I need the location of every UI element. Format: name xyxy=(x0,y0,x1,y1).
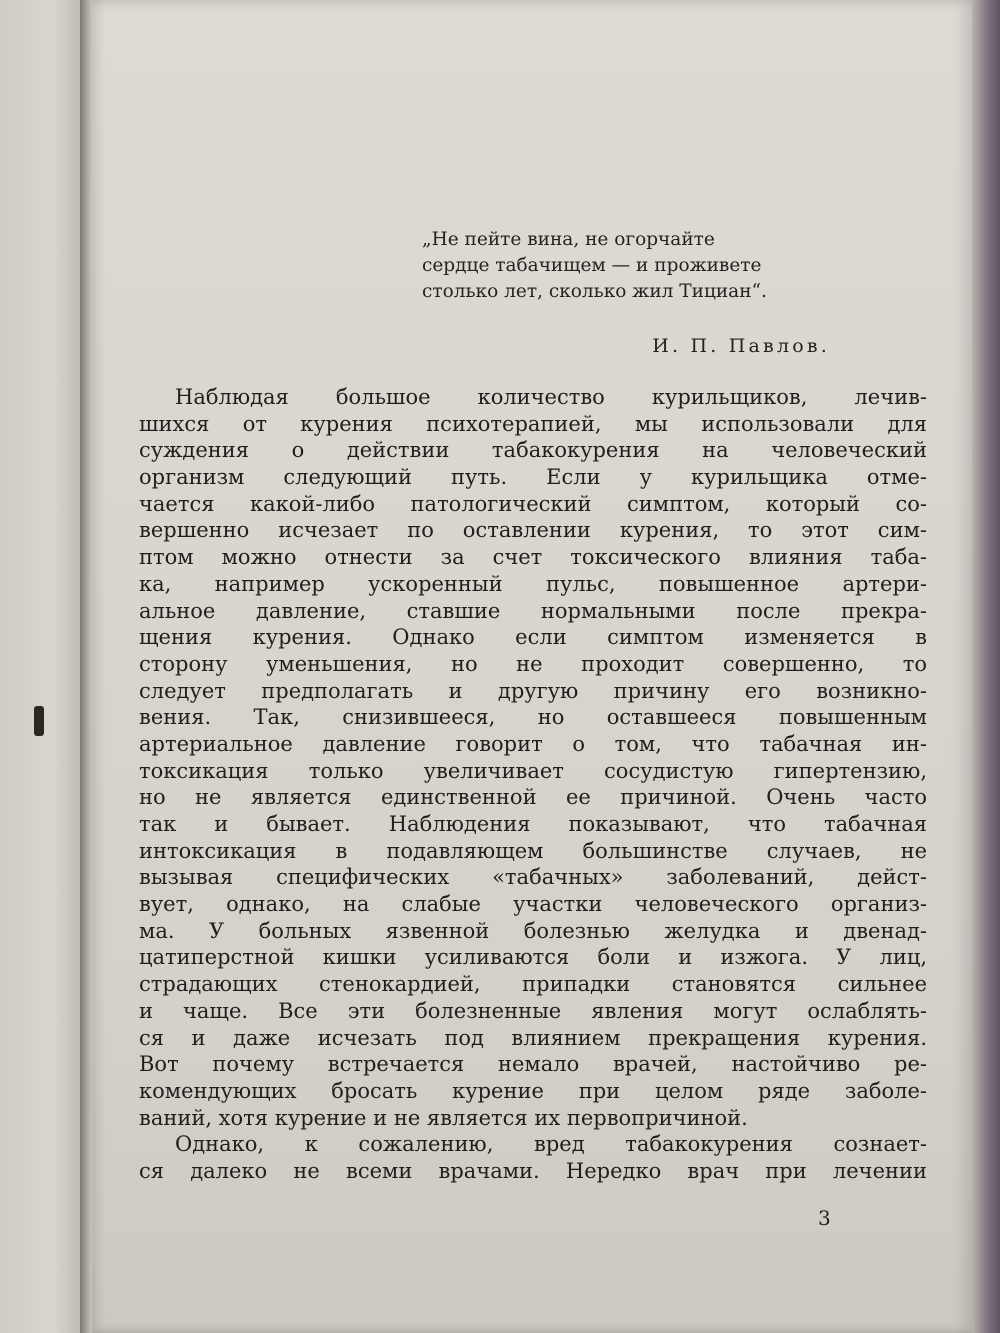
text-line: чается какой-либо патологический симптом, который со- xyxy=(139,491,927,516)
binding-thread-mark xyxy=(34,706,44,736)
text-line: ся и даже исчезать под влиянием прекращения курения. xyxy=(139,1025,927,1050)
text-line: так и бывает. Наблюдения показывают, что табачная xyxy=(139,812,927,836)
text-line: страдающих стенокардией, припадки становятся сильнее xyxy=(139,972,927,997)
text-line: Вот почему встречается немало врачей, настойчиво ре- xyxy=(139,1052,927,1077)
text-line: Наблюдая большое количество курильщиков, лечив- xyxy=(175,385,927,409)
text-line: сторону уменьшения, но не проходит совершенно, то xyxy=(139,651,927,676)
text-line: альное давление, ставшие нормальными после прекра- xyxy=(139,598,927,623)
text-line: но не является единственной ее причиной. Очень часто xyxy=(139,785,927,810)
epigraph-line: „Не пейте вина, не огорчайте xyxy=(422,229,715,250)
text-line: следует предполагать и другую причину его возникно- xyxy=(139,678,927,703)
text-line: шихся от курения психотерапией, мы использовали для xyxy=(139,411,927,436)
body-text xyxy=(139,384,927,1185)
text-line: суждения о действии табакокурения на человеческий xyxy=(139,438,927,463)
text-line: вует, однако, на слабые участки человеческого организ- xyxy=(139,892,927,917)
text-line: токсикация только увеличивает сосудистую гипертензию, xyxy=(139,758,927,783)
text-line: вершенно исчезает по оставлении курения, то этот сим- xyxy=(139,518,927,543)
text-line: артериальное давление говорит о том, что табачная ин- xyxy=(139,731,927,756)
text-line: организм следующий путь. Если у курильщика отме- xyxy=(139,465,927,490)
right-page-stack xyxy=(972,0,1000,1333)
text-line: вызывая специфических «табачных» заболеваний, дейст- xyxy=(139,865,927,890)
text-line: ваний, хотя курение и не является их первопричиной. xyxy=(139,1105,748,1130)
text-line: ма. У больных язвенной болезнью желудка и двенад- xyxy=(139,918,927,943)
book-page xyxy=(92,0,972,1333)
text-line: ка, например ускоренный пульс, повышенное артери- xyxy=(139,571,927,596)
epigraph-line: сердце табачищем — и проживете xyxy=(422,255,762,276)
epigraph-line: столько лет, сколько жил Тициан“. xyxy=(422,281,767,302)
text-line: вения. Так, снизившееся, но оставшееся повышенным xyxy=(139,705,927,730)
previous-page-edge xyxy=(0,0,88,1333)
text-line: интоксикация в подавляющем большинстве случаев, не xyxy=(139,838,927,863)
epigraph xyxy=(422,227,822,305)
page-number: 3 xyxy=(818,1206,831,1230)
text-line: Однако, к сожалению, вред табакокурения сознает- xyxy=(175,1132,927,1157)
text-line: птом можно отнести за счет токсического влияния таба- xyxy=(139,545,927,570)
text-line: комендующих бросать курение при целом ряде заболе- xyxy=(139,1078,927,1103)
epigraph-author: И. П. Павлов. xyxy=(652,335,830,357)
text-line: и чаще. Все эти болезненные явления могут ослаблять- xyxy=(139,998,927,1023)
text-line: цатиперстной кишки усиливаются боли и изжога. У лиц, xyxy=(139,945,927,970)
text-line: щения курения. Однако если симптом изменяется в xyxy=(139,625,927,650)
text-line: ся далеко не всеми врачами. Нередко врач при лечении xyxy=(139,1158,927,1183)
